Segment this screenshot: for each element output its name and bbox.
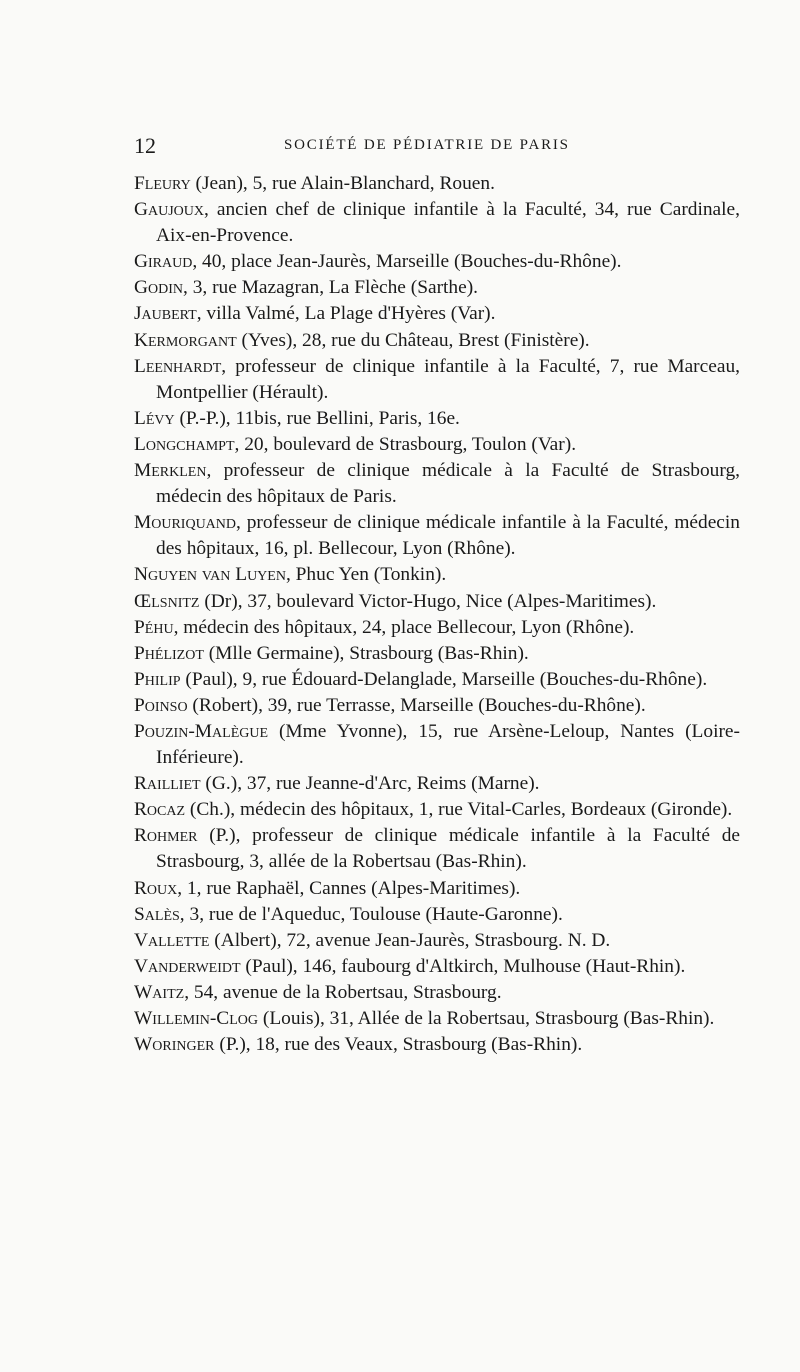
member-entry [134, 928, 740, 954]
member-details: , 3, rue de l'Aqueduc, Toulouse (Haute-Garonne). [179, 903, 563, 925]
member-details: (Dr), 37, boulevard Victor-Hugo, Nice (Alpes-Maritimes). [199, 590, 657, 612]
member-details: , Phuc Yen (Tonkin). [285, 564, 447, 586]
member-details: (Paul), 9, rue Édouard-Delanglade, Marseille (Bouches-du-Rhône). [180, 668, 708, 690]
member-name: Longchampt [134, 433, 235, 455]
member-details: , 20, boulevard de Strasbourg, Toulon (Var). [234, 433, 577, 455]
member-name: Merklen [134, 460, 207, 482]
member-name: Jaubert [134, 303, 197, 325]
member-details: , ancien chef de clinique infantile à la Faculté, 34, rue Cardinale, Aix-en-Provence. [156, 199, 740, 247]
member-name: Vallette [134, 929, 210, 951]
member-details: (Mme Yvonne), 15, rue Arsène-Leloup, Nantes (Loire-Inférieure). [156, 720, 740, 769]
member-details: , 1, rue Raphaël, Cannes (Alpes-Maritimes). [177, 877, 521, 899]
member-entry [134, 510, 740, 562]
member-name: Roux [134, 877, 178, 899]
member-entry [134, 171, 740, 197]
member-name: Poinso [134, 694, 188, 716]
member-entry [134, 719, 740, 771]
member-name: Nguyen van Luyen [134, 564, 286, 586]
member-name: Waitz [134, 981, 185, 1003]
member-details: (Ch.), médecin des hôpitaux, 1, rue Vital-Carles, Bordeaux (Gironde). [185, 799, 733, 821]
member-entry [134, 980, 740, 1006]
member-details: (Paul), 146, faubourg d'Altkirch, Mulhouse (Haut-Rhin). [240, 955, 686, 977]
member-details: (Louis), 31, Allée de la Robertsau, Strasbourg (Bas-Rhin). [258, 1008, 715, 1029]
member-entry [134, 1032, 740, 1058]
member-name: Phélizot [134, 642, 204, 664]
member-name: Leenhardt [134, 355, 222, 377]
member-details: (Mlle Germaine), Strasbourg (Bas-Rhin). [203, 642, 529, 664]
member-entry [134, 197, 740, 249]
member-entry [134, 406, 740, 432]
member-details: (G.), 37, rue Jeanne-d'Arc, Reims (Marne). [200, 773, 540, 795]
member-details: , professeur de clinique médicale à la Faculté de Strasbourg, médecin des hôpitaux de Paris. [156, 460, 740, 508]
member-entry [134, 771, 740, 797]
member-name: Gaujoux [134, 199, 205, 221]
member-details: , médecin des hôpitaux, 24, place Bellecour, Lyon (Rhône). [173, 616, 635, 638]
running-title: SOCIÉTÉ DE PÉDIATRIE DE PARIS [284, 137, 570, 153]
member-details: , professeur de clinique médicale infantile à la Faculté, médecin des hôpitaux, 16, pl. Bellecour, Lyon (Rhône). [156, 512, 740, 560]
member-details: (P.-P.), 11bis, rue Bellini, Paris, 16e. [174, 407, 460, 429]
page-header [134, 133, 740, 159]
member-name: Philip [134, 668, 181, 690]
member-details: , 40, place Jean-Jaurès, Marseille (Bouches-du-Rhône). [192, 251, 622, 273]
member-name: Salès [134, 903, 180, 925]
member-details: (Yves), 28, rue du Château, Brest (Finistère). [236, 329, 590, 351]
member-name: Œlsnitz [134, 590, 200, 612]
member-entry [134, 876, 740, 902]
member-entry [134, 954, 740, 980]
member-details: (P.), professeur de clinique médicale infantile à la Faculté de Strasbourg, 3, allée de la Robertsau (Bas-Rhin). [156, 825, 740, 873]
member-entry [134, 589, 740, 615]
page-number: 12 [134, 133, 156, 158]
member-entry [134, 301, 740, 327]
member-name: Fleury [134, 173, 191, 194]
member-entry [134, 615, 740, 641]
member-details: (P.), 18, rue des Veaux, Strasbourg (Bas-Rhin). [214, 1034, 583, 1056]
member-details: (Jean), 5, rue Alain-Blanchard, Rouen. [190, 173, 495, 194]
member-details: (Albert), 72, avenue Jean-Jaurès, Strasbourg. N. D. [209, 929, 611, 951]
member-entry [134, 328, 740, 354]
member-name: Railliet [134, 773, 201, 795]
member-entry [134, 275, 740, 301]
member-entry [134, 354, 740, 406]
member-entry [134, 432, 740, 458]
member-details: , villa Valmé, La Plage d'Hyères (Var). [196, 303, 496, 325]
member-details: , 3, rue Mazagran, La Flèche (Sarthe). [183, 277, 479, 299]
member-list [134, 171, 740, 1058]
member-name: Pouzin-Malègue [134, 720, 269, 742]
member-entry [134, 823, 740, 875]
member-entry [134, 902, 740, 928]
member-entry [134, 249, 740, 275]
member-entry [134, 797, 740, 823]
member-name: Lévy [134, 407, 175, 429]
member-entry [134, 1006, 740, 1032]
member-name: Willemin-Clog [134, 1008, 259, 1029]
member-entry [134, 641, 740, 667]
member-name: Kermorgant [134, 329, 237, 351]
member-details: , 54, avenue de la Robertsau, Strasbourg. [184, 981, 502, 1003]
member-name: Woringer [134, 1034, 215, 1056]
member-name: Péhu [134, 616, 174, 638]
member-details: , professeur de clinique infantile à la Faculté, 7, rue Marceau, Montpellier (Hérault). [156, 355, 740, 403]
member-entry [134, 458, 740, 510]
member-details: (Robert), 39, rue Terrasse, Marseille (Bouches-du-Rhône). [187, 694, 646, 716]
member-name: Vanderweidt [134, 955, 241, 977]
member-entry [134, 667, 740, 693]
member-entry [134, 693, 740, 719]
member-name: Rocaz [134, 799, 186, 821]
member-name: Mouriquand [134, 512, 237, 534]
member-entry [134, 562, 740, 588]
member-name: Rohmer [134, 825, 198, 847]
member-name: Giraud [134, 251, 193, 273]
member-name: Godin [134, 277, 183, 299]
